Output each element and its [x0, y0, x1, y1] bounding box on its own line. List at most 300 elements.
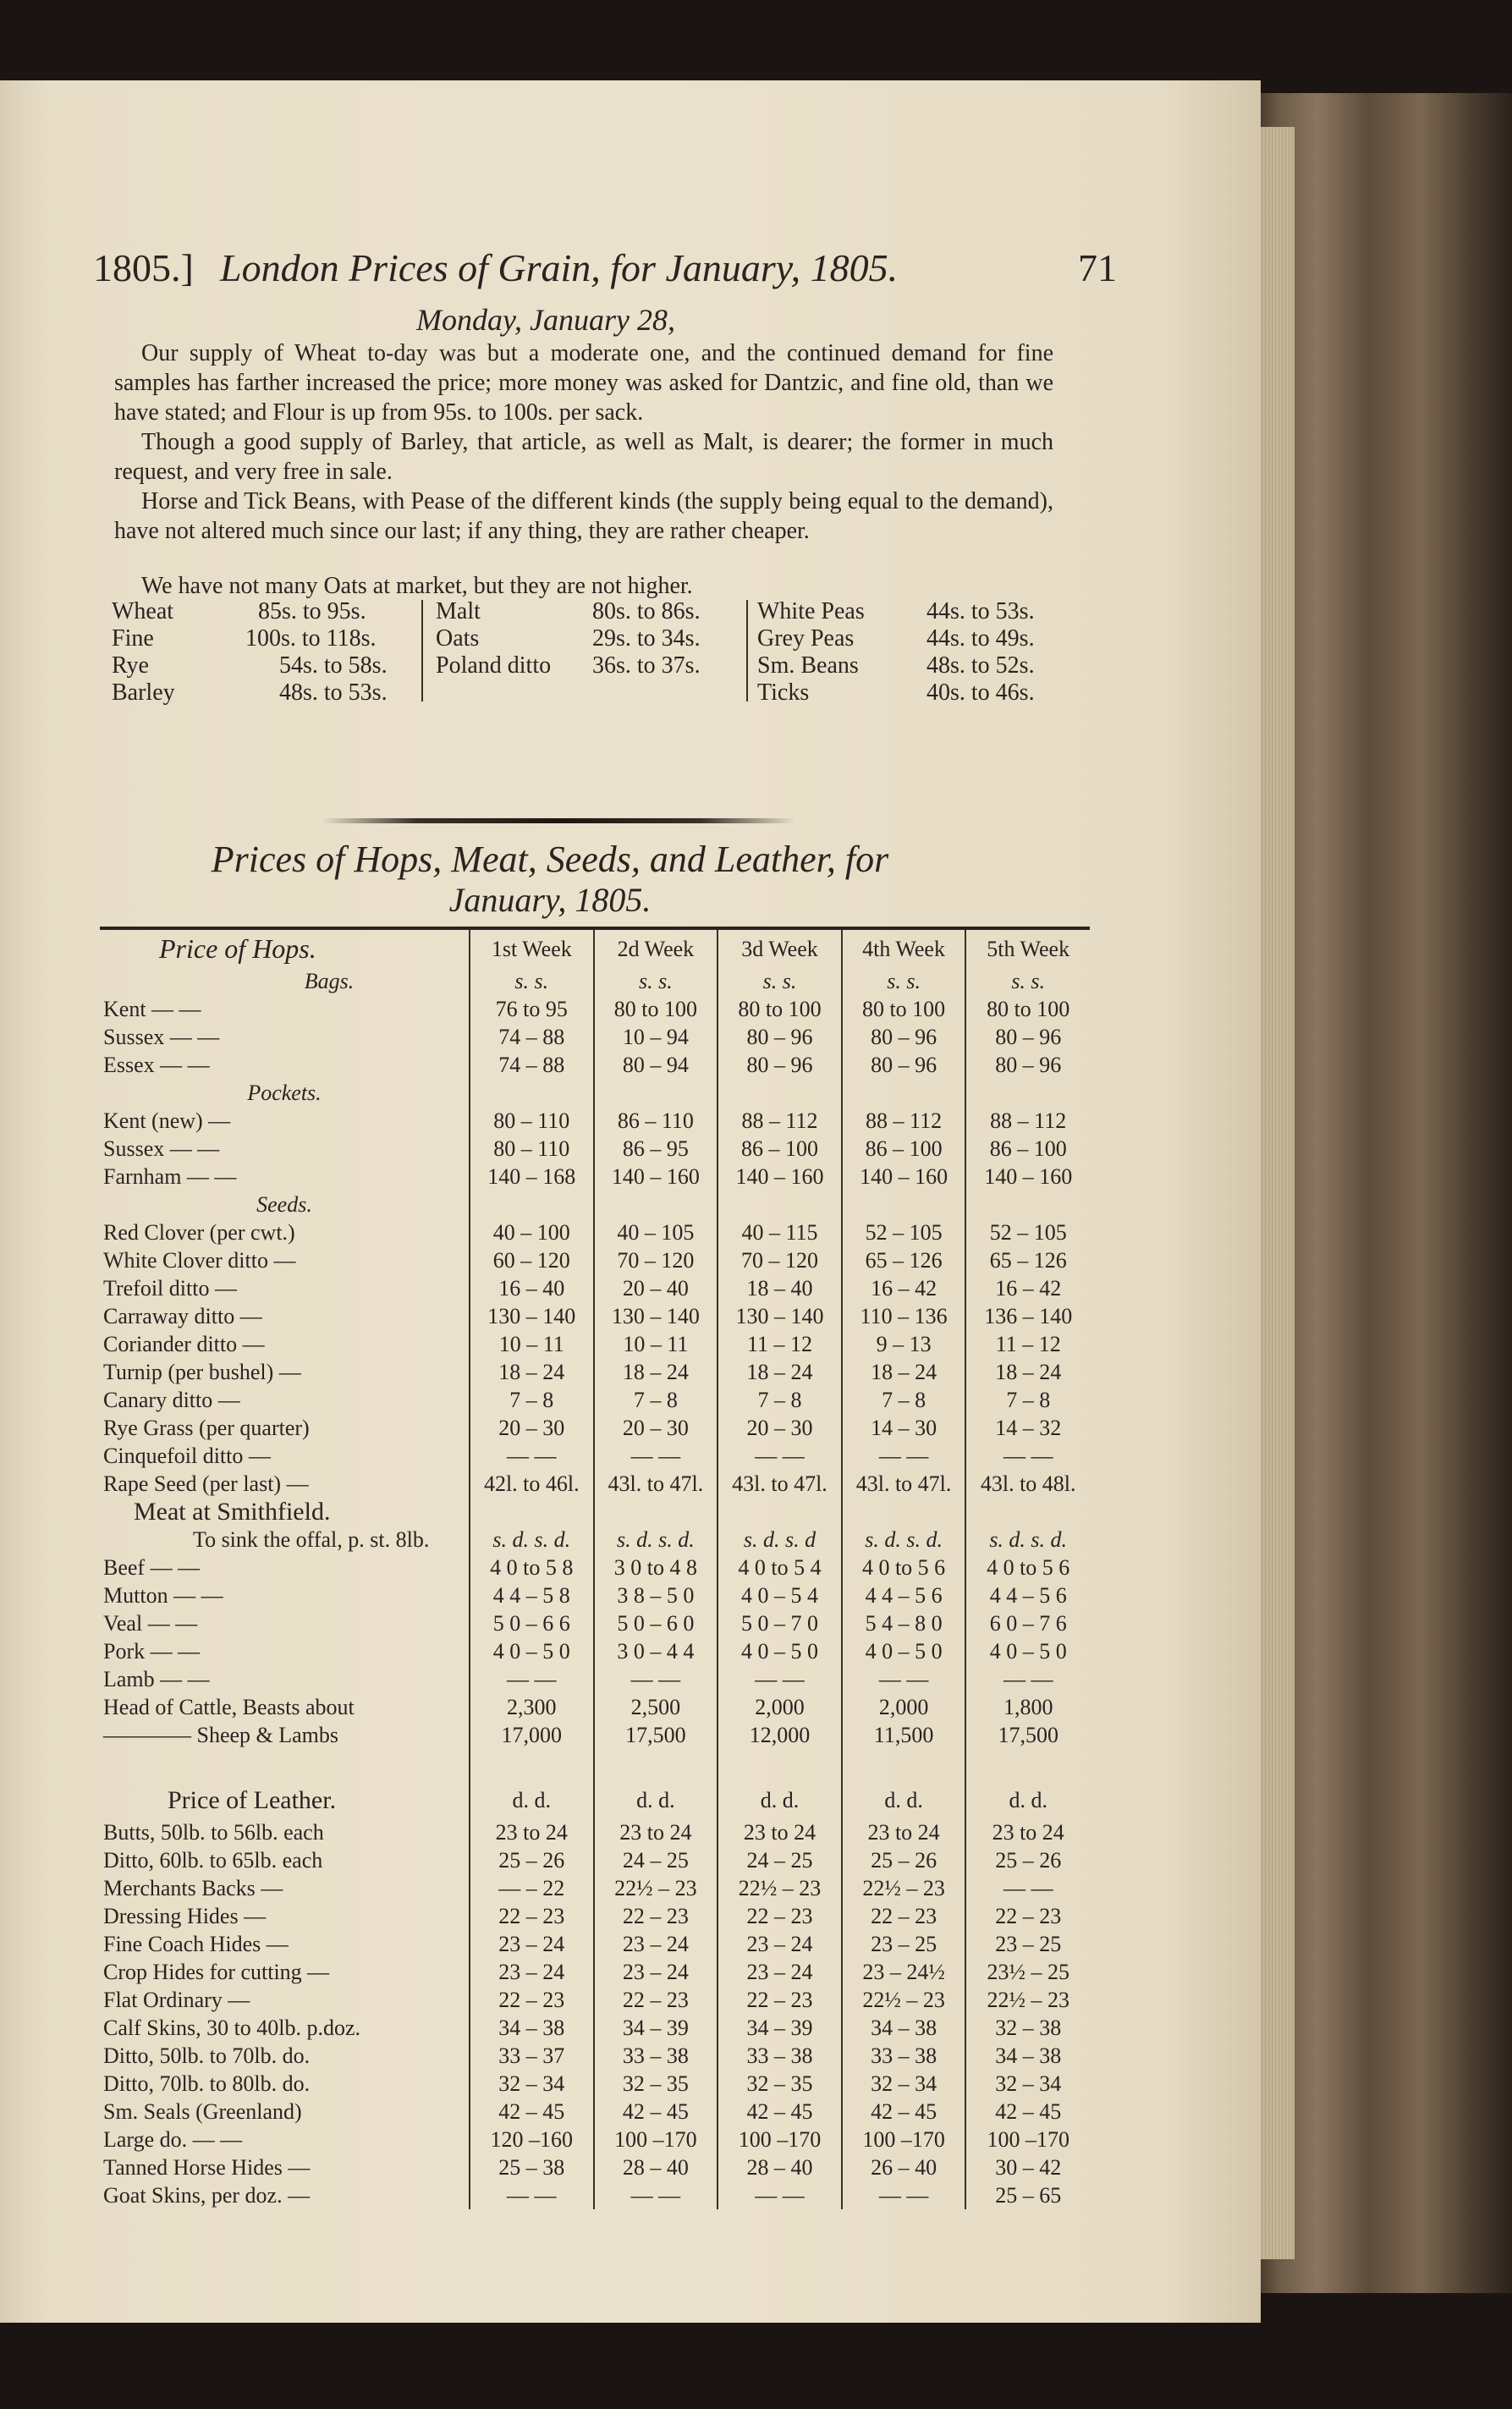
week-2-cell: 43l. to 47l.	[594, 1470, 718, 1498]
week-3-cell: 24 – 25	[718, 1846, 842, 1874]
row-label: Price of Leather.	[168, 1785, 337, 1814]
week-5-cell: 52 – 105	[965, 1218, 1090, 1246]
week-5-cell: 80 – 96	[965, 1051, 1090, 1079]
week-5-cell: 16 – 42	[965, 1274, 1090, 1302]
row-label: Goat Skins, per doz. —	[103, 2183, 311, 2208]
week-3-cell: 80 to 100	[718, 995, 842, 1023]
week-4-cell: 25 – 26	[842, 1846, 966, 1874]
week-2-cell: 2d Week	[594, 930, 718, 967]
week-4-cell: s. d. s. d.	[842, 1526, 966, 1554]
table-row	[100, 1023, 1090, 1051]
week-1-cell	[470, 1749, 594, 1781]
week-1-cell: 34 – 38	[470, 2014, 594, 2042]
week-2-cell: — —	[594, 1665, 718, 1693]
row-label: Lamb — —	[103, 1667, 210, 1691]
week-1-cell: 25 – 38	[470, 2153, 594, 2181]
grain-column-rule	[746, 600, 748, 701]
week-5-cell: 86 – 100	[965, 1135, 1090, 1163]
week-1-cell: 74 – 88	[470, 1023, 594, 1051]
report-date: Monday, January 28,	[416, 303, 675, 337]
row-label: Beef — —	[103, 1555, 201, 1580]
week-3-cell: 23 – 24	[718, 1930, 842, 1958]
week-5-cell: 34 – 38	[965, 2042, 1090, 2070]
week-4-cell: d. d.	[842, 1781, 966, 1818]
week-2-cell: 32 – 35	[594, 2070, 718, 2098]
week-2-cell	[594, 1749, 718, 1781]
week-5-cell: 11 – 12	[965, 1330, 1090, 1358]
table-row	[100, 2098, 1090, 2126]
week-1-cell: 4 4 – 5 8	[470, 1581, 594, 1609]
grain-name: Barley	[112, 679, 175, 706]
week-3-cell: 4 0 – 5 0	[718, 1637, 842, 1665]
grain-price: 85s. to 95s.	[258, 598, 366, 624]
week-3-cell: 18 – 24	[718, 1358, 842, 1386]
week-5-cell: 7 – 8	[965, 1386, 1090, 1414]
week-4-cell: 4 0 – 5 0	[842, 1637, 966, 1665]
week-3-cell: 33 – 38	[718, 2042, 842, 2070]
grain-name: Wheat	[112, 598, 174, 624]
grain-price: 36s. to 37s.	[592, 652, 701, 679]
week-3-cell: d. d.	[718, 1781, 842, 1818]
week-3-cell: 28 – 40	[718, 2153, 842, 2181]
week-1-cell: 20 – 30	[470, 1414, 594, 1442]
row-label: Seeds.	[256, 1192, 312, 1217]
grain-price: 44s. to 49s.	[926, 625, 1035, 652]
table-row	[100, 1051, 1090, 1079]
week-5-cell: 140 – 160	[965, 1163, 1090, 1191]
week-5-cell: 14 – 32	[965, 1414, 1090, 1442]
week-1-cell: — —	[470, 1665, 594, 1693]
week-5-cell: — —	[965, 1442, 1090, 1470]
table-row	[100, 2042, 1090, 2070]
week-1-cell: s. d. s. d.	[470, 1526, 594, 1554]
header-title: London Prices of Grain, for January, 1805.	[220, 246, 899, 289]
week-4-cell	[842, 1079, 966, 1107]
table-row	[100, 1781, 1090, 1818]
table-row	[100, 1386, 1090, 1414]
week-2-cell: 34 – 39	[594, 2014, 718, 2042]
grain-paragraph: We have not many Oats at market, but they are not higher.	[141, 573, 693, 599]
week-5-cell: 25 – 26	[965, 1846, 1090, 1874]
week-1-cell	[470, 1191, 594, 1218]
week-2-cell: 3 0 to 4 8	[594, 1554, 718, 1581]
table-row	[100, 2070, 1090, 2098]
week-5-cell	[965, 1749, 1090, 1781]
row-label: Veal — —	[103, 1611, 198, 1636]
row-label: Essex — —	[103, 1053, 210, 1077]
grain-price: 54s. to 58s.	[279, 652, 388, 679]
row-label: Large do. — —	[103, 2127, 243, 2152]
row-label: Rape Seed (per last) —	[103, 1471, 309, 1496]
week-3-cell: 88 – 112	[718, 1107, 842, 1135]
row-label: Calf Skins, 30 to 40lb. p.doz.	[103, 2016, 361, 2040]
week-5-cell: 80 to 100	[965, 995, 1090, 1023]
week-1-cell: 42l. to 46l.	[470, 1470, 594, 1498]
grain-price: 40s. to 46s.	[926, 679, 1035, 706]
row-label: Kent — —	[103, 997, 201, 1021]
table-row	[100, 1874, 1090, 1902]
week-4-cell: 5 4 – 8 0	[842, 1609, 966, 1637]
row-label: Coriander ditto —	[103, 1332, 265, 1356]
week-1-cell: 80 – 110	[470, 1135, 594, 1163]
row-label: Turnip (per bushel) —	[103, 1360, 301, 1384]
table-row	[100, 1358, 1090, 1386]
week-4-cell: 23 – 25	[842, 1930, 966, 1958]
week-5-cell: — —	[965, 1665, 1090, 1693]
table-row	[100, 1330, 1090, 1358]
week-1-cell: 16 – 40	[470, 1274, 594, 1302]
week-2-cell: 70 – 120	[594, 1246, 718, 1274]
week-2-cell: d. d.	[594, 1781, 718, 1818]
week-1-cell: 23 to 24	[470, 1818, 594, 1846]
week-5-cell: 18 – 24	[965, 1358, 1090, 1386]
grain-column-rule	[421, 600, 423, 701]
week-3-cell: — —	[718, 1442, 842, 1470]
week-2-cell: 23 to 24	[594, 1818, 718, 1846]
table-row	[100, 1218, 1090, 1246]
week-3-cell	[718, 1191, 842, 1218]
week-4-cell: 22½ – 23	[842, 1874, 966, 1902]
week-1-cell	[470, 1498, 594, 1526]
table-row	[100, 1637, 1090, 1665]
week-5-cell: d. d.	[965, 1781, 1090, 1818]
grain-name: Ticks	[757, 679, 810, 706]
week-1-cell: 76 to 95	[470, 995, 594, 1023]
week-3-cell: 80 – 96	[718, 1051, 842, 1079]
week-3-cell: 2,000	[718, 1693, 842, 1721]
week-4-cell: — —	[842, 1665, 966, 1693]
week-2-cell: 24 – 25	[594, 1846, 718, 1874]
row-label: Trefoil ditto —	[103, 1276, 237, 1301]
week-5-cell: 22½ – 23	[965, 1986, 1090, 2014]
table-row	[100, 1274, 1090, 1302]
week-2-cell: 5 0 – 6 0	[594, 1609, 718, 1637]
week-4-cell: 110 – 136	[842, 1302, 966, 1330]
week-1-cell: 22 – 23	[470, 1986, 594, 2014]
week-4-cell: 7 – 8	[842, 1386, 966, 1414]
week-5-cell: 23 – 25	[965, 1930, 1090, 1958]
week-3-cell: 140 – 160	[718, 1163, 842, 1191]
ornamental-rule	[322, 818, 795, 823]
week-5-cell	[965, 1191, 1090, 1218]
week-3-cell: 32 – 35	[718, 2070, 842, 2098]
week-4-cell: 26 – 40	[842, 2153, 966, 2181]
week-2-cell: 80 – 94	[594, 1051, 718, 1079]
week-1-cell: 1st Week	[470, 930, 594, 967]
week-3-cell: 86 – 100	[718, 1135, 842, 1163]
week-2-cell: 140 – 160	[594, 1163, 718, 1191]
week-1-cell: 25 – 26	[470, 1846, 594, 1874]
week-5-cell: 30 – 42	[965, 2153, 1090, 2181]
week-2-cell: 22 – 23	[594, 1902, 718, 1930]
week-3-cell: 42 – 45	[718, 2098, 842, 2126]
week-3-cell: 18 – 40	[718, 1274, 842, 1302]
table-row	[100, 1526, 1090, 1554]
row-label: Merchants Backs —	[103, 1876, 283, 1900]
week-2-cell: 86 – 95	[594, 1135, 718, 1163]
week-4-cell: 86 – 100	[842, 1135, 966, 1163]
row-label: Flat Ordinary —	[103, 1988, 250, 2012]
page-edges	[1261, 127, 1295, 2259]
week-4-cell	[842, 1498, 966, 1526]
week-3-cell: 3d Week	[718, 930, 842, 967]
week-4-cell: s. s.	[842, 967, 966, 995]
week-4-cell: 14 – 30	[842, 1414, 966, 1442]
week-1-cell: 40 – 100	[470, 1218, 594, 1246]
week-2-cell: 17,500	[594, 1721, 718, 1749]
table-row	[100, 967, 1090, 995]
row-label: Fine Coach Hides —	[103, 1932, 289, 1956]
week-1-cell: 2,300	[470, 1693, 594, 1721]
week-5-cell: 32 – 34	[965, 2070, 1090, 2098]
table-row	[100, 2014, 1090, 2042]
header-year: 1805.]	[93, 246, 194, 289]
row-label: Bags.	[304, 969, 355, 993]
week-5-cell: 136 – 140	[965, 1302, 1090, 1330]
table-row	[100, 1665, 1090, 1693]
row-label: Pockets.	[247, 1081, 322, 1105]
row-label: Farnham — —	[103, 1164, 237, 1189]
week-4-cell: 18 – 24	[842, 1358, 966, 1386]
table-row	[100, 1693, 1090, 1721]
grain-price: 29s. to 34s.	[592, 625, 701, 652]
week-1-cell: s. s.	[470, 967, 594, 995]
week-3-cell: 7 – 8	[718, 1386, 842, 1414]
week-3-cell: 22½ – 23	[718, 1874, 842, 1902]
week-2-cell: 3 0 – 4 4	[594, 1637, 718, 1665]
table-row	[100, 1302, 1090, 1330]
week-4-cell: 52 – 105	[842, 1218, 966, 1246]
week-3-cell: 40 – 115	[718, 1218, 842, 1246]
week-5-cell: 1,800	[965, 1693, 1090, 1721]
week-4-cell: 2,000	[842, 1693, 966, 1721]
week-2-cell: 130 – 140	[594, 1302, 718, 1330]
week-2-cell: 40 – 105	[594, 1218, 718, 1246]
week-2-cell: 10 – 94	[594, 1023, 718, 1051]
week-2-cell	[594, 1079, 718, 1107]
week-1-cell: 60 – 120	[470, 1246, 594, 1274]
week-1-cell: 17,000	[470, 1721, 594, 1749]
section-title: Prices of Hops, Meat, Seeds, and Leather, for	[211, 839, 889, 880]
week-1-cell: 5 0 – 6 6	[470, 1609, 594, 1637]
table-row	[100, 1470, 1090, 1498]
week-5-cell: 17,500	[965, 1721, 1090, 1749]
row-label: Meat at Smithfield.	[134, 1498, 331, 1526]
row-label: Crop Hides for cutting —	[103, 1960, 330, 1984]
row-label: Ditto, 70lb. to 80lb. do.	[103, 2071, 311, 2096]
grain-price: 44s. to 53s.	[926, 598, 1035, 624]
week-4-cell: — —	[842, 1442, 966, 1470]
week-3-cell: s. s.	[718, 967, 842, 995]
table-row	[100, 1135, 1090, 1163]
table-row	[100, 1818, 1090, 1846]
week-1-cell: 4 0 – 5 0	[470, 1637, 594, 1665]
week-2-cell: 7 – 8	[594, 1386, 718, 1414]
week-3-cell: 4 0 – 5 4	[718, 1581, 842, 1609]
week-1-cell: d. d.	[470, 1781, 594, 1818]
table-row	[100, 2153, 1090, 2181]
week-5-cell	[965, 1079, 1090, 1107]
week-1-cell: 80 – 110	[470, 1107, 594, 1135]
week-1-cell: 23 – 24	[470, 1958, 594, 1986]
grain-name: Fine	[112, 625, 154, 652]
table-row	[100, 1609, 1090, 1637]
week-5-cell: 100 –170	[965, 2126, 1090, 2153]
week-4-cell: 33 – 38	[842, 2042, 966, 2070]
week-3-cell: 100 –170	[718, 2126, 842, 2153]
table-row	[100, 1986, 1090, 2014]
week-3-cell: — —	[718, 2181, 842, 2209]
row-label: Sussex — —	[103, 1025, 220, 1049]
row-label: Tanned Horse Hides —	[103, 2155, 311, 2180]
week-5-cell: 23 to 24	[965, 1818, 1090, 1846]
week-4-cell: 4th Week	[842, 930, 966, 967]
week-3-cell	[718, 1498, 842, 1526]
row-label: White Clover ditto —	[103, 1248, 296, 1273]
table-row	[100, 2181, 1090, 2209]
table-row	[100, 1163, 1090, 1191]
week-5-cell: 25 – 65	[965, 2181, 1090, 2209]
week-5-cell: s. s.	[965, 967, 1090, 995]
week-2-cell: 33 – 38	[594, 2042, 718, 2070]
table-row	[100, 1581, 1090, 1609]
row-label: Head of Cattle, Beasts about	[103, 1695, 355, 1719]
week-2-cell	[594, 1498, 718, 1526]
row-label: Sm. Seals (Greenland)	[103, 2099, 302, 2124]
grain-price: 48s. to 53s.	[279, 679, 388, 706]
week-1-cell: 18 – 24	[470, 1358, 594, 1386]
row-label: To sink the offal, p. st. 8lb.	[193, 1527, 430, 1552]
week-5-cell: 22 – 23	[965, 1902, 1090, 1930]
week-3-cell: 23 – 24	[718, 1958, 842, 1986]
week-4-cell: 65 – 126	[842, 1246, 966, 1274]
week-1-cell: 4 0 to 5 8	[470, 1554, 594, 1581]
table-row	[100, 1079, 1090, 1107]
section-subtitle: January, 1805.	[448, 881, 652, 919]
week-3-cell: s. d. s. d	[718, 1526, 842, 1554]
grain-paragraph: Horse and Tick Beans, with Pease of the different kinds (the supply being equal to the demand), have not altered much since our last; if any thing, they are rather cheaper.	[114, 488, 1053, 544]
week-2-cell: 20 – 30	[594, 1414, 718, 1442]
row-label: Ditto, 50lb. to 70lb. do.	[103, 2043, 311, 2068]
table-row	[100, 930, 1090, 967]
week-4-cell: 80 – 96	[842, 1051, 966, 1079]
week-3-cell: 130 – 140	[718, 1302, 842, 1330]
week-3-cell: 43l. to 47l.	[718, 1470, 842, 1498]
week-1-cell: 42 – 45	[470, 2098, 594, 2126]
grain-name: Malt	[436, 598, 481, 624]
table-row	[100, 1554, 1090, 1581]
week-2-cell: 28 – 40	[594, 2153, 718, 2181]
week-1-cell	[470, 1079, 594, 1107]
week-3-cell: 22 – 23	[718, 1986, 842, 2014]
week-4-cell: 16 – 42	[842, 1274, 966, 1302]
row-label: Canary ditto —	[103, 1388, 240, 1412]
week-4-cell: 140 – 160	[842, 1163, 966, 1191]
row-label: Mutton — —	[103, 1583, 223, 1608]
row-label: ———— Sheep & Lambs	[103, 1723, 339, 1747]
row-label: Pork — —	[103, 1639, 201, 1664]
week-3-cell: 5 0 – 7 0	[718, 1609, 842, 1637]
week-4-cell: 23 to 24	[842, 1818, 966, 1846]
grain-name: Rye	[112, 652, 149, 679]
grain-price: 80s. to 86s.	[592, 598, 701, 624]
week-3-cell: 11 – 12	[718, 1330, 842, 1358]
week-1-cell: 130 – 140	[470, 1302, 594, 1330]
row-label: Cinquefoil ditto —	[103, 1444, 271, 1468]
week-2-cell: s. d. s. d.	[594, 1526, 718, 1554]
week-3-cell: 20 – 30	[718, 1414, 842, 1442]
week-2-cell: 86 – 110	[594, 1107, 718, 1135]
week-3-cell: 23 to 24	[718, 1818, 842, 1846]
week-1-cell: — —	[470, 1442, 594, 1470]
week-3-cell	[718, 1749, 842, 1781]
week-4-cell: 34 – 38	[842, 2014, 966, 2042]
row-label: Sussex — —	[103, 1136, 220, 1161]
grain-paragraph: Our supply of Wheat to-day was but a moderate one, and the continued demand for fine samples has farther increased the price; more money was asked for Dantzic, and fine old, than we have stated; and Flour is up from 95s. to 100s. per sack.	[114, 340, 1053, 426]
row-label: Kent (new) —	[103, 1108, 231, 1133]
week-3-cell	[718, 1079, 842, 1107]
week-5-cell: 4 4 – 5 6	[965, 1581, 1090, 1609]
week-3-cell: 34 – 39	[718, 2014, 842, 2042]
week-1-cell: 140 – 168	[470, 1163, 594, 1191]
grain-name: Poland ditto	[436, 652, 552, 679]
week-5-cell: s. d. s. d.	[965, 1526, 1090, 1554]
grain-paragraph: Though a good supply of Barley, that article, as well as Malt, is dearer; the former in much request, and very free in sale.	[114, 429, 1053, 485]
running-header	[93, 245, 1117, 296]
week-5-cell: 88 – 112	[965, 1107, 1090, 1135]
week-2-cell	[594, 1191, 718, 1218]
week-1-cell: 22 – 23	[470, 1902, 594, 1930]
row-label: Dressing Hides —	[103, 1904, 267, 1928]
week-2-cell: s. s.	[594, 967, 718, 995]
table-row	[100, 1414, 1090, 1442]
week-4-cell: — —	[842, 2181, 966, 2209]
week-5-cell: 4 0 – 5 0	[965, 1637, 1090, 1665]
week-3-cell: 70 – 120	[718, 1246, 842, 1274]
week-1-cell: 32 – 34	[470, 2070, 594, 2098]
week-3-cell: 12,000	[718, 1721, 842, 1749]
grain-price: 100s. to 118s.	[245, 625, 377, 652]
price-table	[100, 930, 1090, 2209]
week-5-cell: 65 – 126	[965, 1246, 1090, 1274]
week-1-cell: 7 – 8	[470, 1386, 594, 1414]
table-row	[100, 1721, 1090, 1749]
week-4-cell: 22 – 23	[842, 1902, 966, 1930]
row-label: Red Clover (per cwt.)	[103, 1220, 295, 1245]
table-row	[100, 1107, 1090, 1135]
week-2-cell: 22 – 23	[594, 1986, 718, 2014]
week-4-cell: 42 – 45	[842, 2098, 966, 2126]
table-row	[100, 1442, 1090, 1470]
row-label: Carraway ditto —	[103, 1304, 262, 1328]
grain-name: Sm. Beans	[757, 652, 859, 679]
table-row	[100, 1846, 1090, 1874]
week-2-cell: 22½ – 23	[594, 1874, 718, 1902]
week-4-cell: 80 to 100	[842, 995, 966, 1023]
week-5-cell	[965, 1498, 1090, 1526]
table-row	[100, 1191, 1090, 1218]
row-label: Rye Grass (per quarter)	[103, 1416, 310, 1440]
week-5-cell: — —	[965, 1874, 1090, 1902]
book-page	[0, 80, 1261, 2323]
week-2-cell: 10 – 11	[594, 1330, 718, 1358]
table-row	[100, 1749, 1090, 1781]
week-2-cell: 80 to 100	[594, 995, 718, 1023]
week-5-cell: 23½ – 25	[965, 1958, 1090, 1986]
week-2-cell: 100 –170	[594, 2126, 718, 2153]
week-2-cell: — —	[594, 1442, 718, 1470]
week-2-cell: 23 – 24	[594, 1930, 718, 1958]
